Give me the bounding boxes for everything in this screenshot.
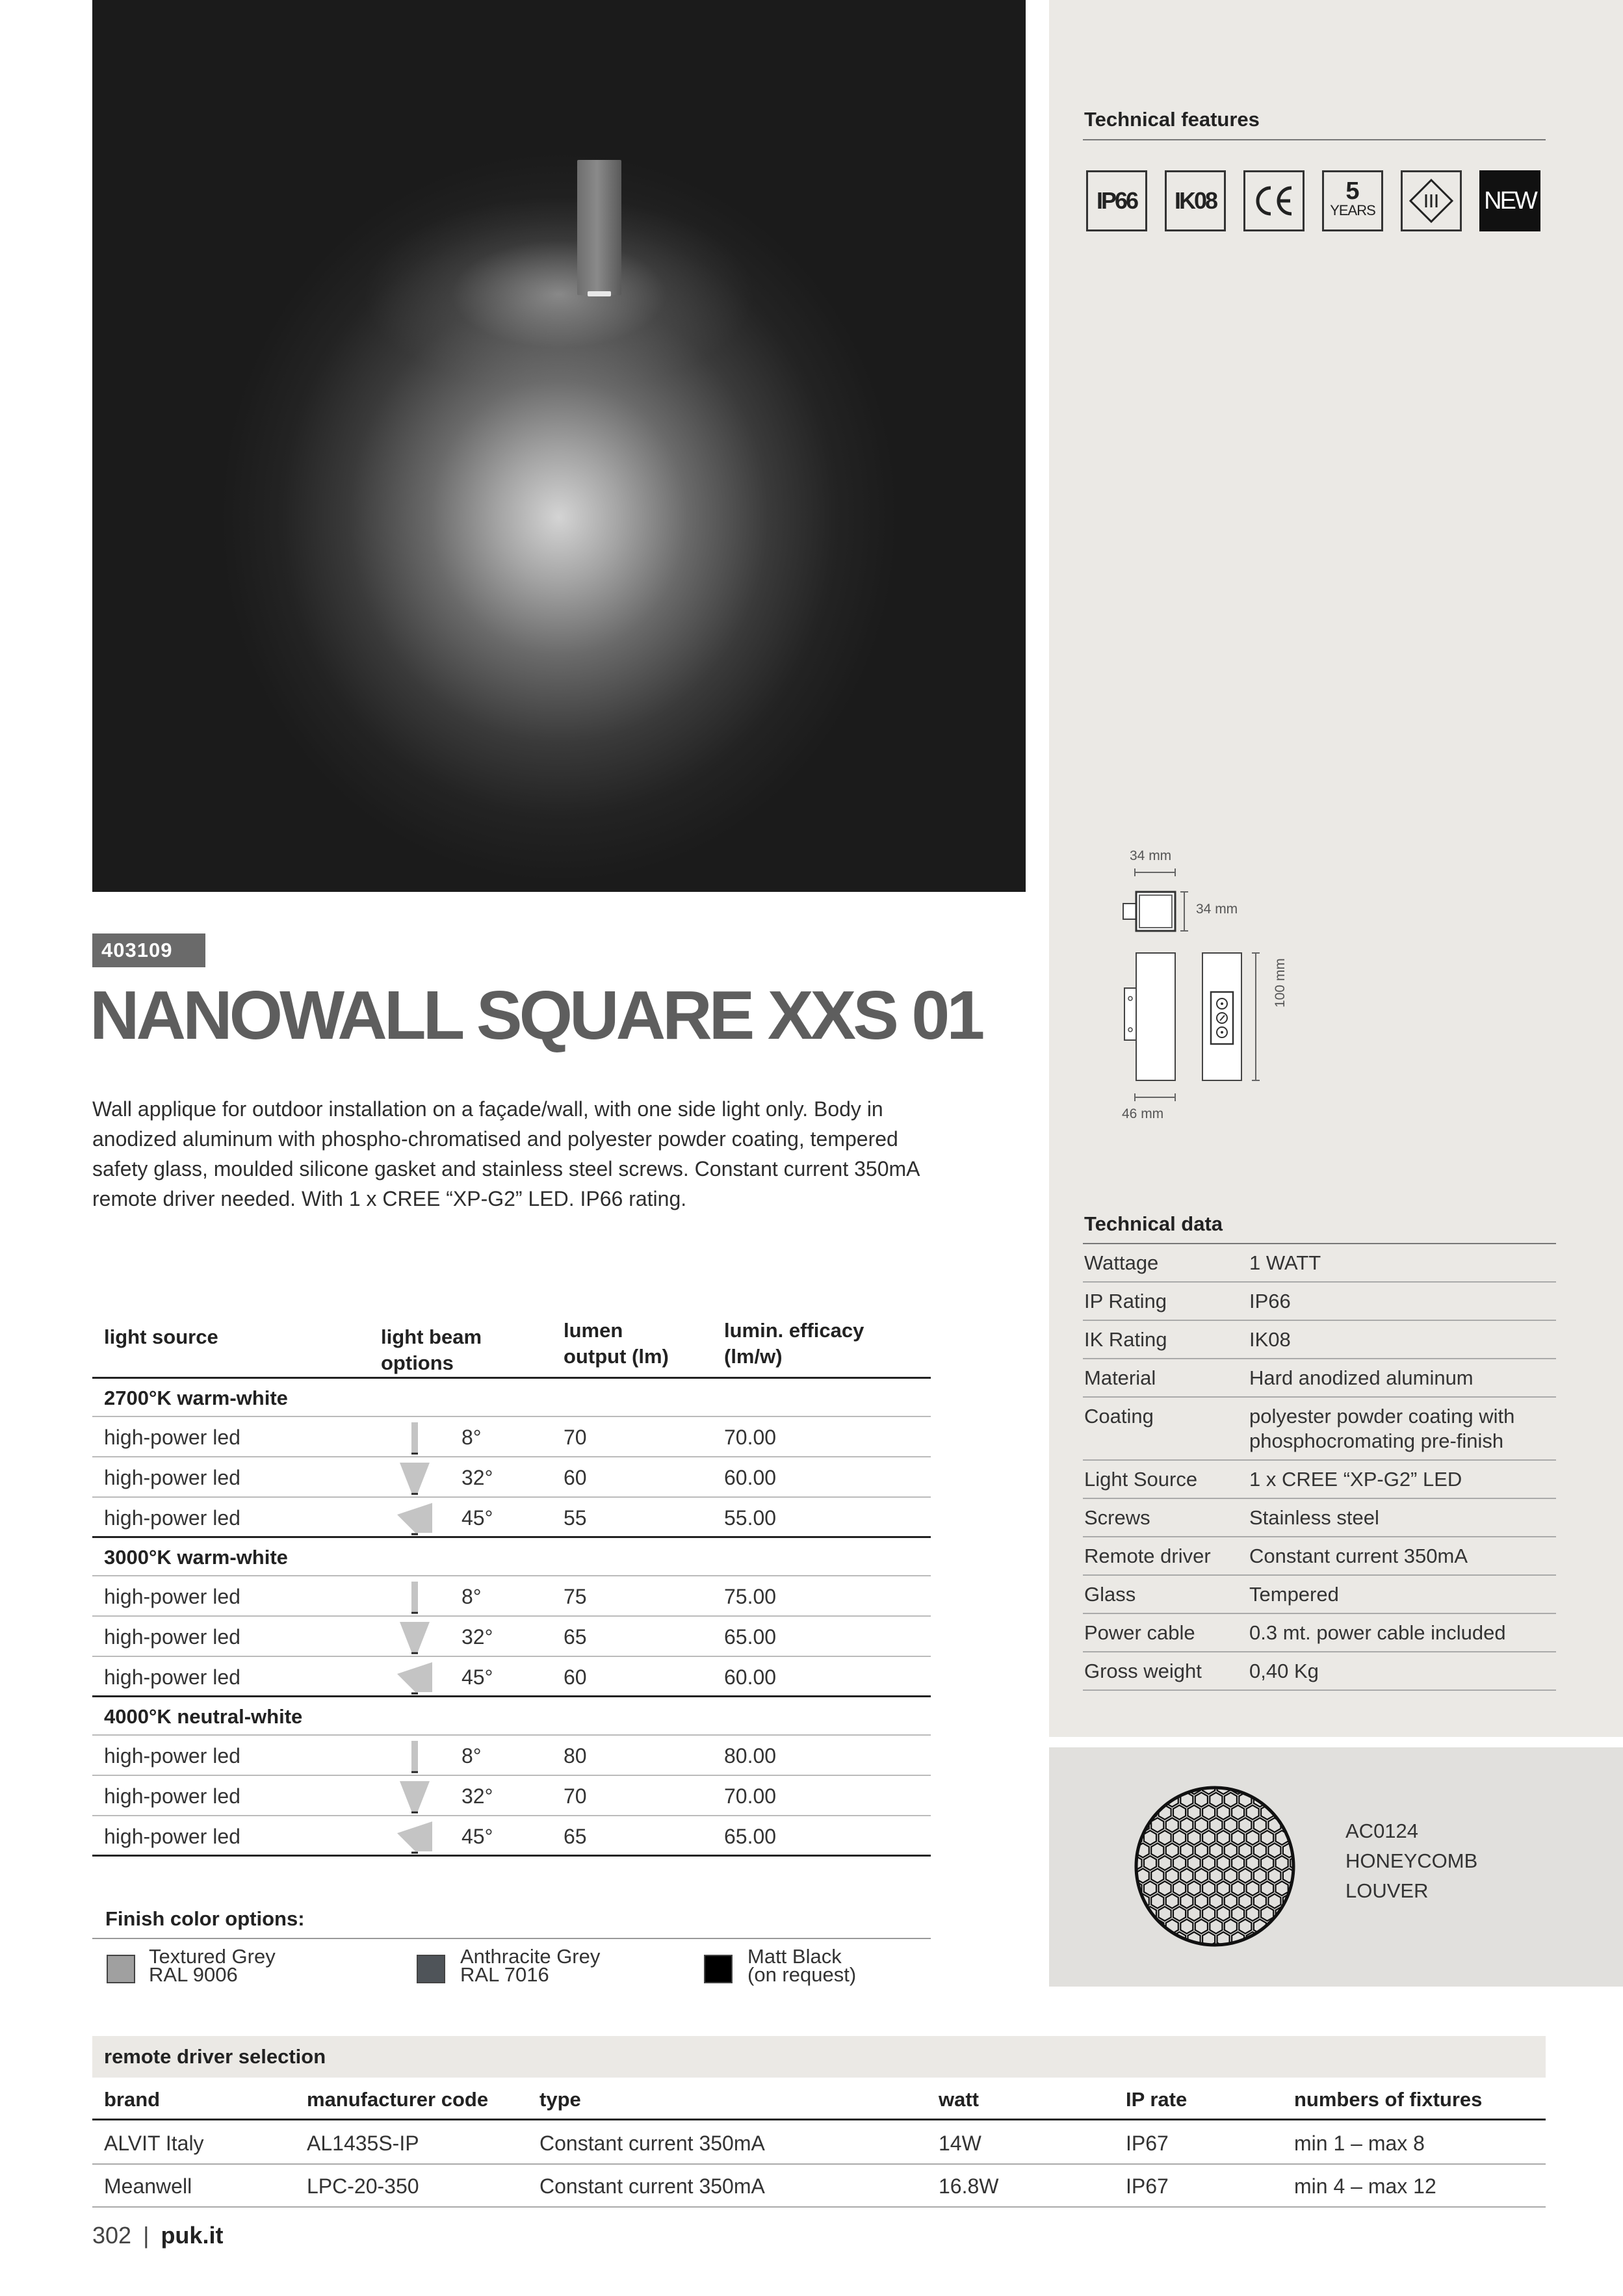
tech-data-value: Constant current 350mA	[1249, 1545, 1468, 1567]
header-light-beam-line2: options	[381, 1351, 454, 1374]
tech-data-key: Light Source	[1084, 1468, 1198, 1491]
accessory-name-line1: HONEYCOMB	[1345, 1849, 1478, 1872]
right-column-gap	[1049, 1737, 1623, 1747]
technical-data-title: Technical data	[1084, 1212, 1223, 1235]
cell-beam-angle: 45°	[461, 1665, 493, 1689]
warranty-years-label: YEARS	[1330, 202, 1375, 218]
rd-cell-fixtures: min 4 – max 12	[1294, 2174, 1436, 2198]
honeycomb-cell	[1232, 1831, 1244, 1845]
honeycomb-cell	[1217, 1881, 1230, 1896]
cell-beam-angle: 32°	[461, 1466, 493, 1489]
honeycomb-cell	[1195, 1793, 1208, 1807]
technical-data-table	[1083, 1243, 1556, 1691]
honeycomb-louver-icon	[1133, 1784, 1297, 1948]
honeycomb-cell	[1133, 1844, 1134, 1858]
honeycomb-cell	[1239, 1844, 1251, 1858]
rd-cell-ip: IP67	[1126, 2132, 1169, 2155]
honeycomb-cell	[1151, 1945, 1163, 1949]
table-row	[92, 1498, 931, 1538]
cell-light-source: high-power led	[104, 1625, 240, 1649]
rd-header-ip-rate: IP rate	[1126, 2088, 1188, 2111]
honeycomb-cell	[1290, 1907, 1297, 1921]
cell-lumen-output: 70	[564, 1784, 587, 1808]
remote-driver-title-band	[92, 2036, 1546, 2078]
honeycomb-cell	[1159, 1932, 1171, 1946]
tech-data-key: IP Rating	[1084, 1290, 1167, 1312]
honeycomb-cell	[1225, 1844, 1237, 1858]
dimension-height: 100 mm	[1273, 958, 1288, 1008]
tech-data-key: Remote driver	[1084, 1545, 1211, 1567]
cell-light-source: high-power led	[104, 1825, 240, 1848]
honeycomb-cell	[1159, 1831, 1171, 1845]
dimension-depth-top: 34 mm	[1196, 902, 1238, 917]
cell-beam-angle: 45°	[461, 1506, 493, 1530]
honeycomb-cell	[1188, 1831, 1201, 1845]
honeycomb-cell	[1247, 1856, 1259, 1870]
light-group-heading: 2700°K warm-white	[92, 1379, 931, 1417]
tech-data-key: Material	[1084, 1366, 1156, 1389]
cell-luminous-efficacy: 75.00	[724, 1585, 777, 1608]
finish-code: RAL 9006	[149, 1963, 238, 1986]
tech-data-value: Hard anodized aluminum	[1249, 1366, 1474, 1389]
finish-label-textured-grey	[149, 1945, 276, 1986]
light-source-table	[92, 1316, 931, 1857]
cell-beam-angle: 8°	[461, 1744, 482, 1768]
tech-data-value: Stainless steel	[1249, 1506, 1379, 1529]
honeycomb-cell	[1210, 1844, 1222, 1858]
header-light-beam	[381, 1324, 482, 1376]
beam-angle-icon	[396, 1660, 434, 1695]
cell-luminous-efficacy: 60.00	[724, 1466, 777, 1489]
rd-cell-ip: IP67	[1126, 2174, 1169, 2198]
honeycomb-cell	[1133, 1907, 1142, 1921]
honeycomb-cell	[1166, 1869, 1178, 1883]
honeycomb-cell	[1202, 1907, 1215, 1921]
tech-data-key: Wattage	[1084, 1251, 1159, 1274]
beam-angle-icon	[396, 1579, 434, 1614]
honeycomb-cell	[1247, 1881, 1259, 1896]
ik08-icon: IK08	[1165, 170, 1226, 231]
tech-data-key: Glass	[1084, 1583, 1136, 1606]
honeycomb-cell	[1254, 1818, 1266, 1833]
tech-data-key: Screws	[1084, 1506, 1150, 1529]
honeycomb-cell	[1210, 1793, 1222, 1807]
honeycomb-cell	[1210, 1920, 1222, 1934]
honeycomb-cell	[1261, 1856, 1273, 1870]
honeycomb-cell	[1133, 1920, 1134, 1934]
honeycomb-cell	[1254, 1894, 1266, 1909]
honeycomb-cell	[1217, 1856, 1230, 1870]
honeycomb-cell	[1173, 1856, 1186, 1870]
honeycomb-cell	[1195, 1920, 1208, 1934]
honeycomb-cell	[1166, 1945, 1178, 1949]
honeycomb-cell	[1188, 1881, 1201, 1896]
tech-data-key: IK Rating	[1084, 1328, 1167, 1351]
technical-features-divider	[1083, 139, 1546, 140]
finish-label-matt-black	[747, 1945, 857, 1986]
swatch-matt-black	[704, 1955, 733, 1983]
honeycomb-cell	[1210, 1869, 1222, 1883]
honeycomb-cell	[1210, 1894, 1222, 1909]
cell-lumen-output: 65	[564, 1625, 587, 1649]
table-row	[92, 2165, 1546, 2208]
honeycomb-cell	[1261, 1932, 1273, 1946]
remote-driver-header	[92, 2079, 1546, 2120]
product-description: Wall applique for outdoor installation on a façade/wall, with one side light only. Body in anodized aluminum with phospho-chromatised and polyester powder coating, tempered safety glass, moulded silicone gasket and stainless steel screws. Constant current 350mA remote driver needed. With 1 x CREE “XP-G2” LED. IP66 rating.	[92, 1097, 919, 1210]
tech-data-value: 1 WATT	[1249, 1251, 1321, 1274]
honeycomb-cell	[1202, 1805, 1215, 1820]
finish-name: Textured Grey	[149, 1945, 276, 1968]
honeycomb-cell	[1217, 1907, 1230, 1921]
finish-code: RAL 7016	[460, 1963, 549, 1986]
rd-cell-code: AL1435S-IP	[307, 2132, 419, 2155]
technical-features-title: Technical features	[1084, 108, 1260, 131]
honeycomb-cell	[1225, 1869, 1237, 1883]
tech-data-value: 0.3 mt. power cable included	[1249, 1621, 1506, 1644]
honeycomb-cell	[1133, 1894, 1134, 1909]
tech-data-value: 0,40 Kg	[1249, 1660, 1319, 1682]
header-efficacy-line1: lumin. efficacy	[724, 1319, 864, 1342]
accessory-code: AC0124	[1345, 1820, 1419, 1842]
honeycomb-cell	[1173, 1881, 1186, 1896]
tech-data-row	[1083, 1461, 1556, 1499]
honeycomb-cell	[1137, 1793, 1149, 1807]
tech-data-row	[1083, 1614, 1556, 1652]
honeycomb-cell	[1232, 1881, 1244, 1896]
honeycomb-cell	[1173, 1831, 1186, 1845]
rd-cell-type: Constant current 350mA	[539, 2132, 765, 2155]
table-row	[92, 1776, 931, 1816]
tech-data-row	[1083, 1576, 1556, 1614]
honeycomb-cell	[1166, 1844, 1178, 1858]
tech-data-row	[1083, 1359, 1556, 1398]
honeycomb-cell	[1144, 1932, 1156, 1946]
honeycomb-cell	[1195, 1818, 1208, 1833]
honeycomb-cell	[1217, 1805, 1230, 1820]
honeycomb-cell	[1133, 1805, 1142, 1820]
tech-data-value: 1 x CREE “XP-G2” LED	[1249, 1468, 1462, 1491]
cell-lumen-output: 75	[564, 1585, 587, 1608]
light-beam-glow	[92, 0, 1026, 892]
honeycomb-cell	[1276, 1881, 1288, 1896]
honeycomb-cell	[1290, 1784, 1297, 1794]
honeycomb-cell	[1180, 1945, 1193, 1949]
light-group-heading: 4000°K neutral-white	[92, 1697, 931, 1736]
honeycomb-cell	[1180, 1869, 1193, 1883]
cell-beam-angle: 45°	[461, 1825, 493, 1848]
honeycomb-cell	[1144, 1831, 1156, 1845]
honeycomb-cell	[1239, 1894, 1251, 1909]
honeycomb-cell	[1166, 1894, 1178, 1909]
honeycomb-cell	[1151, 1844, 1163, 1858]
honeycomb-cell	[1247, 1805, 1259, 1820]
honeycomb-cell	[1225, 1793, 1237, 1807]
honeycomb-cell	[1239, 1818, 1251, 1833]
honeycomb-cell	[1239, 1869, 1251, 1883]
honeycomb-cell	[1290, 1932, 1297, 1946]
finish-code: (on request)	[747, 1963, 857, 1986]
header-lumen-output	[564, 1318, 669, 1370]
beam-angle-icon	[396, 1460, 434, 1495]
cell-light-source: high-power led	[104, 1744, 240, 1768]
honeycomb-cell	[1144, 1881, 1156, 1896]
honeycomb-cell	[1254, 1844, 1266, 1858]
honeycomb-cell	[1283, 1793, 1295, 1807]
honeycomb-cell	[1137, 1920, 1149, 1934]
cell-luminous-efficacy: 70.00	[724, 1784, 777, 1808]
cell-luminous-efficacy: 55.00	[724, 1506, 777, 1530]
page-number: 302	[92, 2222, 132, 2249]
honeycomb-cell	[1232, 1805, 1244, 1820]
cell-beam-angle: 8°	[461, 1426, 482, 1449]
dimension-width-top: 34 mm	[1130, 848, 1172, 863]
cell-light-source: high-power led	[104, 1506, 240, 1530]
cell-light-source: high-power led	[104, 1585, 240, 1608]
beam-angle-icon	[396, 1420, 434, 1455]
product-title: NANOWALL SQUARE XXS 01	[90, 977, 982, 1054]
ip66-icon: IP66	[1086, 170, 1147, 231]
rd-cell-brand: ALVIT Italy	[104, 2132, 204, 2155]
honeycomb-cell	[1173, 1805, 1186, 1820]
table-row	[92, 1736, 931, 1776]
cell-beam-angle: 32°	[461, 1625, 493, 1649]
honeycomb-cell	[1247, 1831, 1259, 1845]
header-lumen-line1: lumen	[564, 1319, 623, 1342]
honeycomb-cell	[1268, 1844, 1280, 1858]
header-efficacy-line2: (lm/w)	[724, 1345, 783, 1368]
class-iii-icon	[1401, 170, 1462, 231]
rd-header-manufacturer-code: manufacturer code	[307, 2088, 489, 2111]
cell-light-source: high-power led	[104, 1665, 240, 1689]
tech-data-row	[1083, 1537, 1556, 1576]
table-row	[92, 1576, 931, 1617]
cell-lumen-output: 65	[564, 1825, 587, 1848]
honeycomb-cell	[1180, 1894, 1193, 1909]
rd-cell-fixtures: min 1 – max 8	[1294, 2132, 1425, 2155]
header-light-source: light source	[104, 1325, 218, 1348]
rd-cell-watt: 16.8W	[939, 2174, 999, 2198]
product-photo	[92, 0, 1026, 892]
ce-mark-icon	[1243, 170, 1305, 231]
rd-cell-watt: 14W	[939, 2132, 981, 2155]
class-iii-glyph	[1407, 176, 1456, 226]
rd-cell-type: Constant current 350mA	[539, 2174, 765, 2198]
rd-header-type: type	[539, 2088, 581, 2111]
rd-header-fixtures: numbers of fixtures	[1294, 2088, 1483, 2111]
tech-data-value: polyester powder coating with phosphocromating pre-finish	[1249, 1405, 1515, 1452]
honeycomb-cell	[1180, 1844, 1193, 1858]
rd-header-brand: brand	[104, 2088, 161, 2111]
honeycomb-cell	[1268, 1793, 1280, 1807]
honeycomb-cell	[1225, 1920, 1237, 1934]
honeycomb-cell	[1239, 1920, 1251, 1934]
light-table-body	[92, 1379, 931, 1857]
rd-cell-code: LPC-20-350	[307, 2174, 419, 2198]
cell-beam-angle: 32°	[461, 1784, 493, 1808]
honeycomb-cell	[1276, 1932, 1288, 1946]
beam-angle-icon	[396, 1500, 434, 1535]
tech-data-row	[1083, 1652, 1556, 1691]
light-table-header	[92, 1316, 931, 1379]
honeycomb-cell	[1151, 1869, 1163, 1883]
honeycomb-cell	[1202, 1856, 1215, 1870]
remote-driver-title: remote driver selection	[104, 2045, 326, 2068]
honeycomb-cell	[1268, 1945, 1280, 1949]
honeycomb-cell	[1180, 1920, 1193, 1934]
tech-data-key: Coating	[1084, 1405, 1154, 1428]
finish-label-anthracite-grey	[460, 1945, 601, 1986]
table-row	[92, 1417, 931, 1457]
table-row	[92, 1617, 931, 1657]
honeycomb-cell	[1254, 1945, 1266, 1949]
honeycomb-cell	[1239, 1945, 1251, 1949]
cell-lumen-output: 70	[564, 1426, 587, 1449]
wall-lamp-body	[577, 160, 621, 295]
table-row	[92, 1657, 931, 1697]
dimension-drawing	[1105, 845, 1365, 1138]
honeycomb-cell	[1195, 1869, 1208, 1883]
website-link[interactable]: puk.it	[161, 2222, 224, 2249]
honeycomb-cell	[1133, 1793, 1134, 1807]
cell-light-source: high-power led	[104, 1466, 240, 1489]
honeycomb-cell	[1137, 1945, 1149, 1949]
honeycomb-cell	[1268, 1894, 1280, 1909]
cell-luminous-efficacy: 80.00	[724, 1744, 777, 1768]
honeycomb-cell	[1133, 1784, 1142, 1794]
honeycomb-cell	[1133, 1869, 1134, 1883]
ce-mark-glyph	[1251, 183, 1297, 219]
beam-angle-icon	[396, 1779, 434, 1814]
honeycomb-cell	[1173, 1907, 1186, 1921]
accessory-info	[1345, 1816, 1477, 1906]
swatch-textured-grey	[107, 1955, 135, 1983]
cell-luminous-efficacy: 60.00	[724, 1665, 777, 1689]
swatch-anthracite-grey	[417, 1955, 445, 1983]
tech-data-key: Power cable	[1084, 1621, 1195, 1644]
header-light-beam-line1: light beam	[381, 1325, 482, 1348]
tech-data-row	[1083, 1321, 1556, 1359]
honeycomb-cell	[1166, 1818, 1178, 1833]
finish-name: Matt Black	[747, 1945, 842, 1968]
honeycomb-cell	[1188, 1805, 1201, 1820]
five-years-icon	[1322, 170, 1383, 231]
table-row	[92, 1457, 931, 1498]
beam-angle-icon	[396, 1738, 434, 1773]
tech-data-key: Gross weight	[1084, 1660, 1202, 1682]
cell-lumen-output: 60	[564, 1466, 587, 1489]
cell-luminous-efficacy: 70.00	[724, 1426, 777, 1449]
honeycomb-cell	[1247, 1784, 1259, 1794]
page-footer	[92, 2222, 223, 2249]
tech-data-row	[1083, 1499, 1556, 1537]
honeycomb-cell	[1232, 1856, 1244, 1870]
honeycomb-cell	[1210, 1818, 1222, 1833]
cell-luminous-efficacy: 65.00	[724, 1825, 777, 1848]
honeycomb-cell	[1188, 1907, 1201, 1921]
honeycomb-cell	[1188, 1856, 1201, 1870]
honeycomb-cell	[1159, 1856, 1171, 1870]
table-row	[92, 2122, 1546, 2165]
honeycomb-cell	[1276, 1784, 1288, 1794]
product-code-badge: 403109	[92, 933, 205, 967]
honeycomb-cell	[1268, 1869, 1280, 1883]
honeycomb-cell	[1261, 1831, 1273, 1845]
honeycomb-cell	[1151, 1894, 1163, 1909]
tech-data-value: Tempered	[1249, 1583, 1339, 1606]
tech-data-row	[1083, 1244, 1556, 1283]
tech-data-row	[1083, 1283, 1556, 1321]
honeycomb-cell	[1180, 1818, 1193, 1833]
rd-header-watt: watt	[939, 2088, 979, 2111]
honeycomb-cell	[1159, 1784, 1171, 1794]
accessory-name-line2: LOUVER	[1345, 1879, 1429, 1902]
finish-divider	[92, 1938, 931, 1939]
honeycomb-cell	[1144, 1784, 1156, 1794]
new-badge-icon: NEW	[1479, 170, 1540, 231]
tech-data-value: IP66	[1249, 1290, 1291, 1312]
beam-angle-icon	[396, 1819, 434, 1854]
honeycomb-cell	[1202, 1881, 1215, 1896]
wall-lamp-lens	[588, 291, 611, 296]
table-row	[92, 1816, 931, 1857]
honeycomb-cell	[1247, 1907, 1259, 1921]
honeycomb-cell	[1283, 1920, 1295, 1934]
honeycomb-cell	[1133, 1818, 1134, 1833]
honeycomb-cell	[1133, 1932, 1142, 1946]
honeycomb-cell	[1159, 1881, 1171, 1896]
honeycomb-cell	[1159, 1907, 1171, 1921]
cell-beam-angle: 8°	[461, 1585, 482, 1608]
warranty-years-number: 5	[1345, 177, 1360, 205]
cell-lumen-output: 60	[564, 1665, 587, 1689]
header-luminous-efficacy	[724, 1318, 864, 1370]
honeycomb-cell	[1283, 1945, 1295, 1949]
honeycomb-cell	[1202, 1831, 1215, 1845]
cell-light-source: high-power led	[104, 1784, 240, 1808]
footer-separator: |	[143, 2222, 149, 2249]
honeycomb-cell	[1195, 1844, 1208, 1858]
honeycomb-cell	[1261, 1881, 1273, 1896]
honeycomb-cell	[1217, 1831, 1230, 1845]
honeycomb-cell	[1133, 1945, 1134, 1949]
cell-lumen-output: 80	[564, 1744, 587, 1768]
honeycomb-cell	[1225, 1894, 1237, 1909]
honeycomb-cell	[1151, 1793, 1163, 1807]
beam-angle-icon	[396, 1619, 434, 1654]
header-lumen-line2: output (lm)	[564, 1345, 669, 1368]
cell-lumen-output: 55	[564, 1506, 587, 1530]
honeycomb-cell	[1261, 1784, 1273, 1794]
honeycomb-cell	[1195, 1894, 1208, 1909]
honeycomb-cell	[1225, 1818, 1237, 1833]
finish-options-title: Finish color options:	[105, 1907, 305, 1930]
tech-data-value: IK08	[1249, 1328, 1291, 1351]
cell-luminous-efficacy: 65.00	[724, 1625, 777, 1649]
finish-name: Anthracite Grey	[460, 1945, 601, 1968]
light-group-heading: 3000°K warm-white	[92, 1538, 931, 1576]
honeycomb-cell	[1144, 1856, 1156, 1870]
rd-cell-brand: Meanwell	[104, 2174, 192, 2198]
cell-light-source: high-power led	[104, 1426, 240, 1449]
tech-data-row	[1083, 1398, 1556, 1461]
dimension-bottom: 46 mm	[1122, 1106, 1164, 1121]
honeycomb-cell	[1232, 1907, 1244, 1921]
honeycomb-cell	[1290, 1805, 1297, 1820]
honeycomb-cell	[1254, 1869, 1266, 1883]
honeycomb-cell	[1276, 1856, 1288, 1870]
